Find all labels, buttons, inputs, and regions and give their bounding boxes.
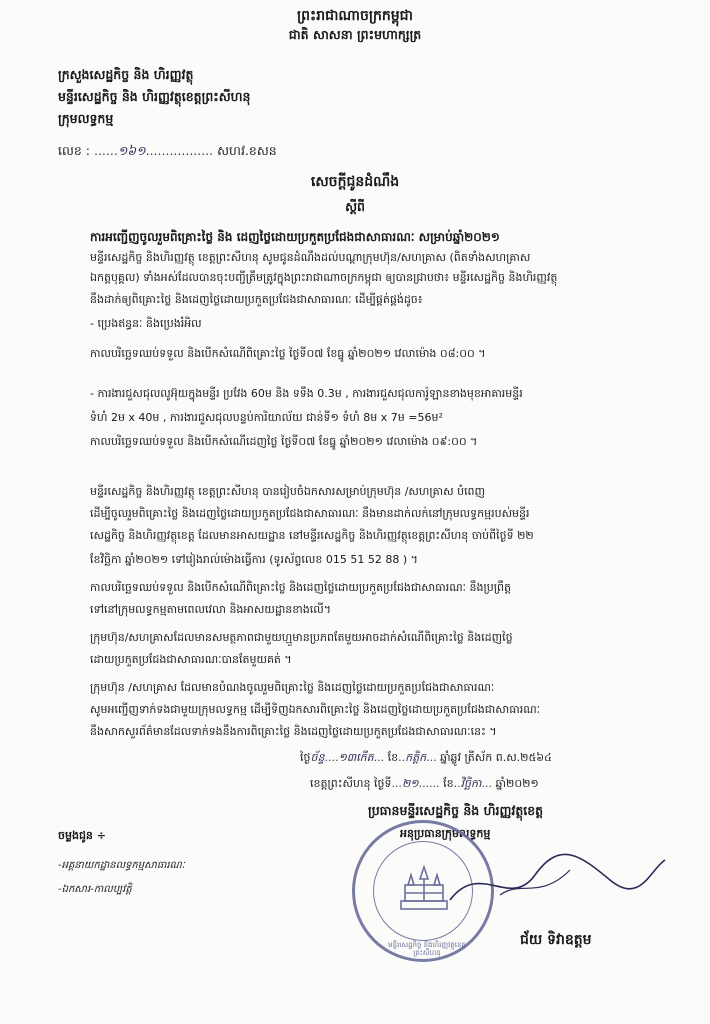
reference-line: លេខ : ......១៦១................. សហវ.ខសន <box>58 143 277 158</box>
ministry-name: ក្រសួងសេដ្ឋកិច្ច និង ហិរញ្ញវត្ថុ <box>58 67 194 82</box>
item2-line-1: - ការងារជួសជុលលូអ៊ុយក្នុងមន្ទីរ ប្រវែង 60ម និង ទទឹង 0.3ម , ការងារជួសជុលការ៉ូឡានខាងមុខអាគារមន្ទីរ <box>90 387 523 400</box>
para2-line-1: មន្ទីរសេដ្ឋកិច្ច និងហិរញ្ញវត្ថុ ខេត្តព្រះសីហនុ បានរៀបចំឯកសារសម្រាប់ក្រុមហ៊ុន /សហគ្រាស បំពេញ <box>90 485 486 498</box>
cc-item-2: -ឯកសារ-កាលប្បវត្តិ <box>58 884 132 895</box>
signatory-name: ជ័យ ទិវាឧត្តម <box>520 932 592 948</box>
department-name: មន្ទីរសេដ្ឋកិច្ច និង ហិរញ្ញវត្ថុខេត្តព្រះសីហនុ <box>58 89 251 104</box>
lunar-year: ឆ្នាំឆ្លូវ ត្រីស័ក ព.ស.២៥៦៤ <box>440 751 552 764</box>
para5-line-1: ក្រុមហ៊ុន /សហគ្រាស ដែលមានបំណងចូលរួមពិគ្រោះថ្លៃ និងដេញថ្លៃដោយប្រកួតប្រជែងជាសាធារណៈ <box>90 681 495 694</box>
ref-label: លេខ : <box>58 143 90 158</box>
notice-about: ស្តីពី <box>345 199 365 214</box>
item2-deadline: កាលបរិច្ឆេទឈប់ទទួល និងបើកសំណើដេញថ្លៃ ថ្ងៃទី០៧ ខែធ្នូ ឆ្នាំ២០២១ វេលាម៉ោង ០៩:០០ ។ <box>90 435 478 448</box>
signature-scribble <box>440 840 670 920</box>
intro-line-2: ឯកត្តបុគ្គល) ទាំងអស់ដែលបានចុះបញ្ជីត្រឹមត្រូវក្នុងព្រះរាជាណាចក្រកម្ពុជា ឲ្យបានជ្រាបថា៖ មន្ទីរសេដ្ឋកិច្ច និងហិរញ្ញវត្ថុ <box>90 271 558 284</box>
solar-day: ២១ <box>401 777 419 790</box>
solar-month: វិច្ឆិកា <box>460 777 482 790</box>
intro-line-3: នឹងដាក់ឲ្យពិគ្រោះថ្លៃ និងដេញថ្លៃដោយប្រកួតប្រជែងជាសាធារណៈ ដើម្បីផ្គត់ផ្គង់ដូច៖ <box>90 293 423 306</box>
lunar-month: កត្តិក <box>405 751 427 764</box>
para5-line-2: សូមអញ្ជើញទាក់ទងជាមួយក្រុមលទ្ធកម្ម ដើម្បីទិញឯកសារពិគ្រោះថ្លៃ និងដេញថ្លៃដោយប្រកួតប្រជែងជាសាធារណៈ <box>90 703 540 716</box>
signatory-title: ប្រធានមន្ទីរសេដ្ឋកិច្ច និង ហិរញ្ញវត្ថុខេត្ត <box>368 803 544 818</box>
para4-line-1: ក្រុមហ៊ុន/សហគ្រាសដែលមានសមត្ថភាពជាមួយហ្មួមានប្រភពតែមួយអាចដាក់សំណើពិគ្រោះថ្លៃ និងដេញថ្លៃ <box>90 631 513 644</box>
intro-line-1: មន្ទីរសេដ្ឋកិច្ច និងហិរញ្ញវត្ថុ ខេត្តព្រះសីហនុ សូមជូនដំណឹងដល់បណ្តាក្រុមហ៊ុន/សហគ្រាស (ពិតទាំងសហគ្រាស <box>90 251 531 264</box>
lunar-day: ច័ន្ទ <box>310 751 325 764</box>
notice-subject: ការអញ្ជើញចូលរួមពិគ្រោះថ្លៃ និង ដេញថ្លៃដោយប្រកួតប្រជែងជាសាធារណៈ សម្រាប់ឆ្នាំ២០២១ <box>90 230 500 244</box>
cc-label: ចម្លងជូន ÷ <box>58 829 106 842</box>
para3-line-1: កាលបរិច្ឆេទឈប់ទទួល និងបើកសំណើពិគ្រោះថ្លៃ និងដេញថ្លៃដោយប្រកួតប្រជែងជាសាធារណៈ នឹងប្រព្រឹត្ត <box>90 581 511 594</box>
cc-item-1: -អគ្គនាយកដ្ឋានលទ្ធកម្មសាធារណៈ <box>58 860 185 871</box>
lunar-waxing: ១៣កើត <box>338 751 374 764</box>
solar-date: ខេត្តព្រះសីហនុ ថ្ងៃទី...២១...... ខែ..វិច្ឆិកា... ឆ្នាំ២០២១ <box>310 777 539 790</box>
para3-line-2: ទៅនៅក្រុមលទ្ធកម្មតាមពេលវេលា និងអាសយដ្ឋានខាងលើ។ <box>90 603 331 616</box>
ref-number: ១៦១ <box>117 143 146 158</box>
national-motto: ជាតិ សាសនា ព្រះមហាក្សត្រ <box>288 27 422 42</box>
notice-heading: សេចក្តីជូនដំណឹង <box>310 174 400 190</box>
item2-line-2: ទំហំ 2ម x 40ម , ការងារជួសជុលបន្ទប់ការិយាល័យ ជាន់ទី១ ទំហំ 8ម x 7ម =56ម² <box>90 411 443 424</box>
stamp-text: មន្ទីរសេដ្ឋកិច្ច និងហិរញ្ញវត្ថុខេត្តព្រះសីហនុ <box>388 941 466 957</box>
para2-line-2: ដើម្បីចូលរួមពិគ្រោះថ្លៃ និងដេញថ្លៃដោយប្រកួតប្រជែងជាសាធារណៈ នឹងមានដាក់លក់នៅក្រុមលទ្ធកម្មរបស់មន្ទីរ <box>90 507 530 520</box>
ref-suffix: សហវ.ខសន <box>217 143 277 158</box>
office-name: ក្រុមលទ្ធកម្ម <box>58 111 114 126</box>
para2-line-4: ខែវិច្ឆិកា ឆ្នាំ២០២១ ទៅរៀងរាល់ម៉ោងធ្វើការ (ទូរស័ព្ទលេខ 015 51 52 88 ) ។ <box>90 553 418 566</box>
item1-deadline: កាលបរិច្ឆេទឈប់ទទួល និងបើកសំណើពិគ្រោះថ្លៃ ថ្ងៃទី០៧ ខែធ្នូ ឆ្នាំ២០២១ វេលាម៉ោង ០៨:០០ ។ <box>90 347 486 360</box>
signatory-overwrite: អនុប្រធានក្រុមលទ្ធកម្ម <box>400 827 491 840</box>
para4-line-2: ដោយប្រកួតប្រជែងជាសាធារណៈបានតែមួយគត់ ។ <box>90 653 292 666</box>
lunar-date: ថ្ងៃច័ន្ទ....១៣កើត... ខែ..កត្តិក... ឆ្នាំឆ្លូវ ត្រីស័ក ព.ស.២៥៦៤ <box>300 751 552 764</box>
solar-year: ឆ្នាំ២០២១ <box>495 777 539 790</box>
item1-title: - ប្រេងឥន្ធនៈ និងប្រេងរំអិល <box>90 317 202 330</box>
kingdom-title: ព្រះរាជាណាចក្រកម្ពុជា <box>296 8 413 24</box>
para5-line-3: នឹងសាកសួរព័ត៌មានដែលទាក់ទងនឹងការពិគ្រោះថ្លៃ និងដេញថ្លៃដោយប្រកួតប្រជែងជាសាធារណៈនេះ ។ <box>90 725 497 738</box>
para2-line-3: សេដ្ឋកិច្ច និងហិរញ្ញវត្ថុខេត្ត ដែលមានអាសយដ្ឋាន នៅមន្ទីរសេដ្ឋកិច្ច និងហិរញ្ញវត្ថុខេត្តព្រះសីហនុ ចាប់ពីថ្ងៃទី ២២ <box>90 529 534 542</box>
